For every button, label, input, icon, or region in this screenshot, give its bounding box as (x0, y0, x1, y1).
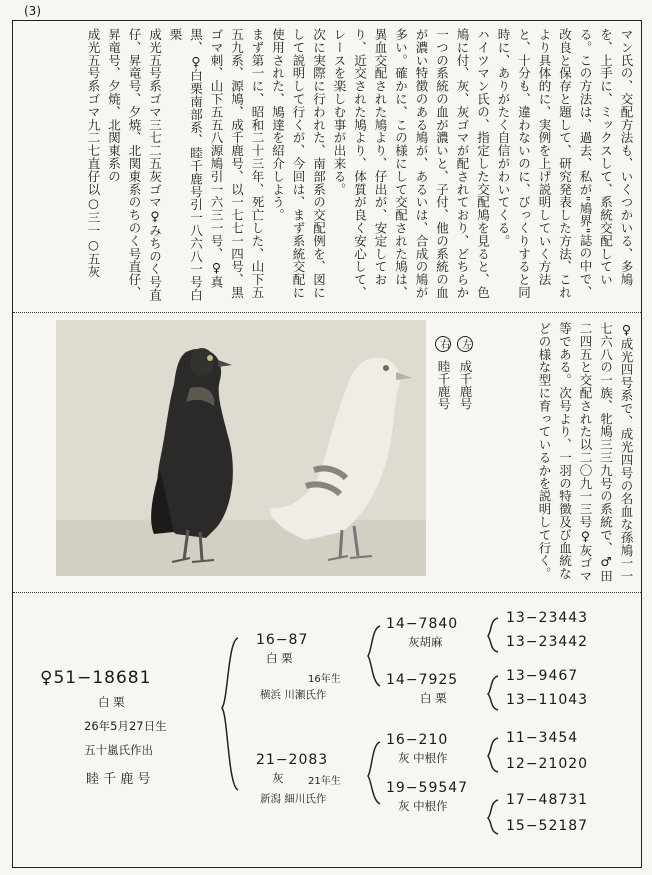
grand-ring: 14−7840 (386, 616, 459, 632)
grand-desc: 白 栗 (420, 691, 447, 705)
grand-3 (386, 732, 448, 766)
sire-breeder: 横浜 川瀬氏作 (260, 689, 327, 701)
caption-mark-left: 左 (457, 336, 473, 352)
grand-ring: 16−210 (386, 732, 449, 748)
caption-name-left: 成千鹿号 (458, 359, 473, 410)
grand-1 (386, 616, 458, 650)
grand-desc: 灰 中根作 (398, 799, 448, 813)
sire-pigeon (256, 632, 341, 702)
subject-pigeon (40, 668, 167, 787)
grand-ring: 14−7925 (386, 672, 459, 688)
grand-2 (386, 672, 458, 706)
article-paragraph: まず第一に、昭和二十三年、死亡した、山下五五九系、源鳩、成千鹿号、以一七七一四号、黒ゴマ刺、山下五五八源鳩引一六三一号、♀真黒、♀白栗南部系、睦千鹿号引一八六八一号白栗 (168, 28, 265, 302)
side-paragraph: ♀成光四号系で、成光四号の名血な孫鳩一一七六八の一族、牝鳩三三九号の系統で、♂田二四五と交配された以二〇九一三号♀灰ゴマ等である。次号より、一羽の特徴及び血統などの様な型に育っているかを説明して行く。 (537, 322, 634, 583)
great-ring: 15−52187 (506, 818, 589, 834)
dam-color: 灰 (272, 771, 284, 785)
grand-desc: 灰胡麻 (408, 635, 443, 649)
sire-color: 白 栗 (266, 651, 293, 665)
subject-name: 睦 千 鹿 号 (86, 772, 151, 787)
subject-color: 白 栗 (98, 695, 125, 709)
great-ring: 13−23443 (506, 610, 589, 626)
grand-desc: 灰 中根作 (398, 751, 448, 765)
subject-breeder: 五十嵐氏作出 (84, 743, 153, 757)
great-ring: 12−21020 (506, 756, 589, 772)
dam-breeder: 新潟 細川氏作 (260, 793, 327, 805)
dam-pigeon (256, 752, 341, 806)
subject-ring: ♀51−18681 (40, 668, 152, 688)
article-paragraph: ハイツマン氏の、指定した交配鳩を見ると、色鳩に付、灰、灰ゴマが配されており、どちらか一つの系統の血が濃いと、子付、他の系統の血が濃い特徴のある鳩が、あるいは、合成の鳩が多い。確かに、この様にして交配された鳩は、異血交配された鳩より、仔出が、安定しており、近交された鳩より、体質が良く安心して、レースを楽しむ事が出来る。 (332, 28, 491, 299)
subject-born: 26年5月27日生 (84, 719, 167, 733)
caption-mark-right: 右 (435, 336, 451, 352)
great-ring: 17−48731 (506, 792, 589, 808)
caption-name-right: 睦千鹿号 (436, 359, 451, 410)
great-ring: 11−3454 (506, 730, 579, 746)
article-paragraph: マン氏の、交配方法も、いくつかいる、多鳩を、上手に、ミックスして、系統交配している。この方法は、過去、私が"鳩界"誌の中で、改良と保存と題して、研究発表した方法、これより具体的に、実例を上げ説明していく方法と、十分も、違わないのに、びっくりすると同時に、ありがたく自信がわいてくる。 (496, 28, 634, 299)
grand-4 (386, 780, 468, 814)
dam-ring: 21−2083 (256, 752, 329, 768)
article-paragraph: 次に実際に行われた、南部系の交配例を、図にして説明して行くが、今回は、まず系統交配に使用された、鳩達を紹介しよう。 (270, 28, 327, 299)
article-paragraph: 成光五号系ゴマ九二七直仔以○三一○五灰 (86, 28, 101, 279)
grand-ring: 19−59547 (386, 780, 469, 796)
sire-year: 16年生 (308, 674, 341, 685)
great-ring: 13−9467 (506, 668, 579, 684)
article-paragraph: 成光五号系ゴマ三七二五灰ゴマ♀みちのく号直仔、昇竜号、夕焼、北関東系のちのく号直仔、昇竜号、夕焼、北関東系の (106, 28, 163, 302)
great-ring: 13−11043 (506, 692, 589, 708)
sire-ring: 16−87 (256, 632, 309, 648)
great-ring: 13−23442 (506, 634, 589, 650)
dam-year: 21年生 (308, 776, 341, 787)
page-number: (3) (24, 4, 41, 18)
